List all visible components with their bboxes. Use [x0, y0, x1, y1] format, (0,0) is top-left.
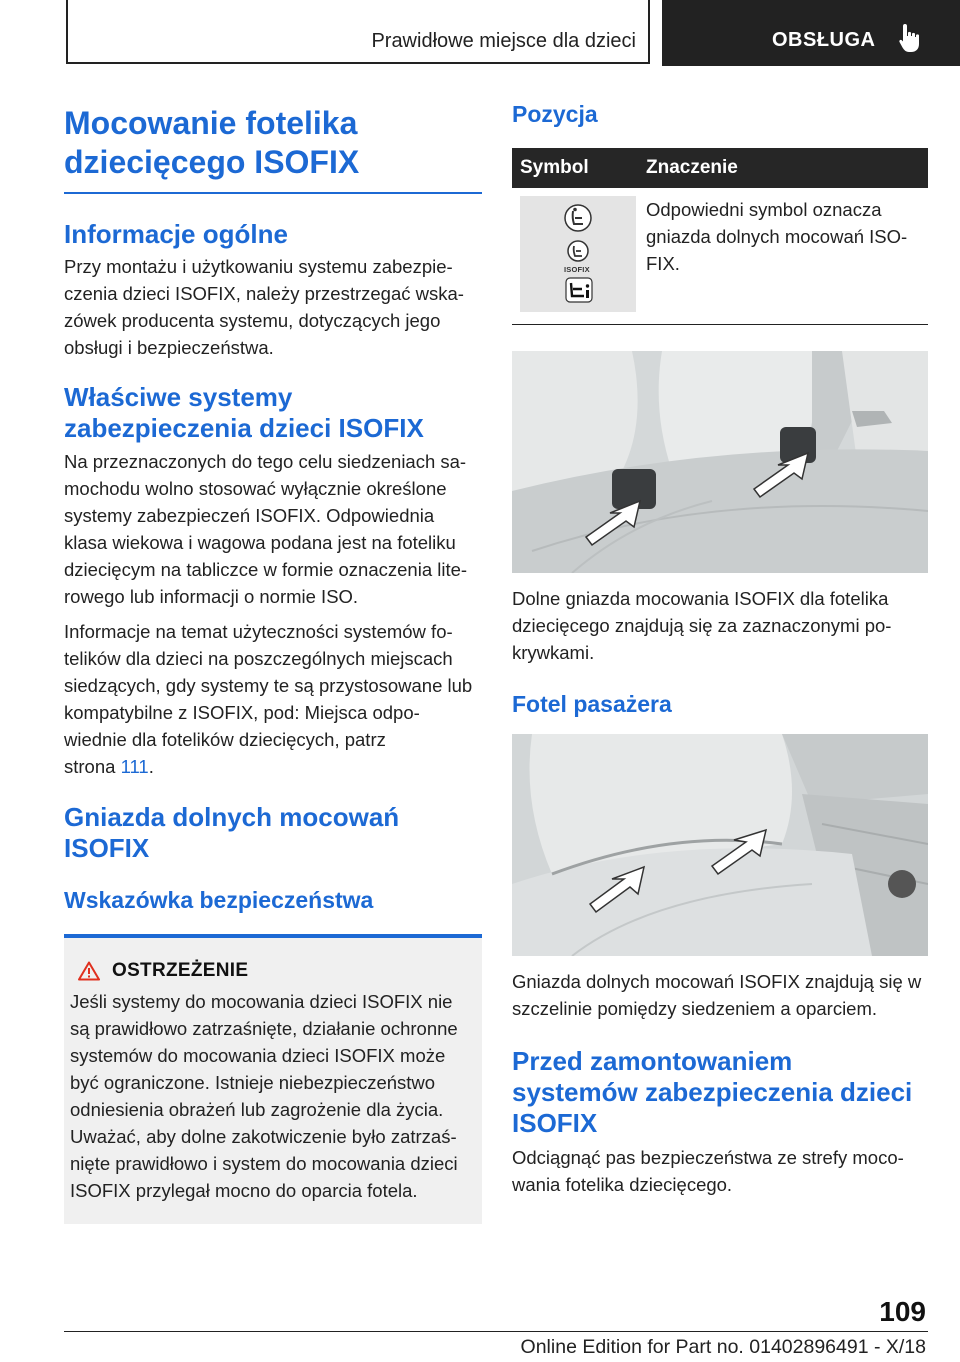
before-installation-heading-line3: ISOFIX [512, 1108, 598, 1138]
warning-title-row [70, 960, 476, 982]
proper-systems-heading-line1: Właściwe systemy [64, 382, 293, 412]
chapter-title: Prawidłowe miejsce dla dzieci [371, 30, 636, 52]
warning-box [64, 934, 482, 1224]
table-row [512, 188, 928, 325]
table-cell-meaning: Odpowiedni symbol oznacza gniazda dolnych mocowań ISO‐ FIX. [646, 199, 908, 274]
section-tab [662, 0, 960, 66]
title-underline [64, 192, 482, 194]
warning-title: OSTRZEŻENIE [112, 960, 249, 981]
footer-rule [64, 1331, 928, 1332]
general-heading: Informacje ogólne [64, 219, 288, 249]
page-header [0, 0, 960, 66]
passenger-seat-photo [512, 734, 928, 956]
passenger-seat-heading: Fotel pasażera [512, 691, 672, 717]
table-header [512, 148, 928, 188]
isofix-symbol-label: ISOFIX [564, 265, 590, 274]
page-title [64, 104, 482, 182]
page-title-line1: Mocowanie fotelika [64, 105, 358, 141]
table-header-symbol: Symbol [520, 157, 589, 178]
warning-text: Jeśli systemy do mocowania dzieci ISOFIX nie są prawidłowo zatrzaśnięte, działanie ochronne systemów do mocowania dzieci ISOFIX może być ograniczone. Istnieje niebezpieczeństwo odniesienia obrażeń lub zagrożenie dla życia. Uważać, aby dolne zakotwiczenie było zatrzaś‐ nięte prawidłowo i system do mocowania dzieci ISOFIX przylegał mocno do oparcia fotela. [70, 991, 458, 1201]
section-title: OBSŁUGA [772, 29, 876, 51]
before-installation-paragraph: Odciągnąć pas bezpieczeństwa ze strefy moco‐ wania fotelika dziecięcego. [512, 1147, 904, 1195]
warning-triangle-icon [78, 961, 100, 981]
anchors-heading-line2: ISOFIX [64, 833, 150, 863]
before-installation-heading [512, 1046, 928, 1139]
left-column [64, 104, 482, 1224]
right-column [512, 100, 928, 1198]
proper-systems-paragraph-2 [64, 618, 482, 780]
pointing-hand-icon [898, 22, 924, 54]
proper-systems-heading-line2: zabezpieczenia dzieci ISOFIX [64, 413, 424, 443]
general-paragraph: Przy montażu i użytkowaniu systemu zabezpie‐ czenia dzieci ISOFIX, należy przestrzegać wska‐ zówek producenta systemu, dotyczących jego obsługi i bezpieczeństwa. [64, 256, 464, 358]
rear-seat-photo-caption: Dolne gniazda mocowania ISOFIX dla fotelika dziecięcego znajdują się za zaznaczonymi po‐ krywkami. [512, 588, 892, 663]
proper-systems-heading [64, 382, 482, 444]
symbol-table [512, 148, 928, 325]
passenger-seat-photo-caption: Gniazda dolnych mocowań ISOFIX znajdują się w szczelinie pomiędzy siedzeniem a oparciem. [512, 971, 922, 1019]
anchors-heading-line1: Gniazda dolnych mocowań [64, 802, 400, 832]
page-number: 109 [879, 1296, 926, 1327]
safety-note-heading: Wskazówka bezpieczeństwa [64, 887, 374, 913]
isofix-symbols-icon [520, 196, 636, 312]
proper-systems-paragraph-1: Na przeznaczonych do tego celu siedzeniach sa‐ mochodu wolno stosować wyłącznie określone systemy zabezpieczeń ISOFIX. Odpowiednia klasa wiekowa i wagowa podana jest na foteliku dziecięcym na tabliczce w formie oznaczenia lite‐ rowego lub informacji o normie ISO. [64, 451, 468, 607]
anchors-heading [64, 802, 482, 864]
proper-systems-paragraph-2-text: Informacje na temat użyteczności systemów fo‐ telików dla dzieci na poszczególnych miejscach siedzących, gdy systemy te są przystosowane lub kompatybilne z ISOFIX, pod: Miejsca odpo‐ wiednie dla fotelików dziecięcych, patrz [64, 621, 473, 750]
table-header-meaning: Znaczenie [646, 157, 738, 178]
page-title-line2: dziecięcego ISOFIX [64, 144, 360, 180]
table-cell-symbol [512, 196, 636, 312]
page-reference-end: . [148, 756, 154, 777]
page-reference-prefix: strona [64, 756, 116, 777]
position-heading: Pozycja [512, 101, 598, 127]
footer-edition: Online Edition for Part no. 01402896491 - X/18 [520, 1336, 926, 1358]
rear-seat-isofix-photo [512, 351, 928, 573]
before-installation-heading-line1: Przed zamontowaniem [512, 1046, 793, 1076]
before-installation-heading-line2: systemów zabezpieczenia dzieci [512, 1077, 913, 1107]
chapter-tab [66, 0, 650, 64]
page-reference-link[interactable]: 111 [120, 756, 149, 777]
